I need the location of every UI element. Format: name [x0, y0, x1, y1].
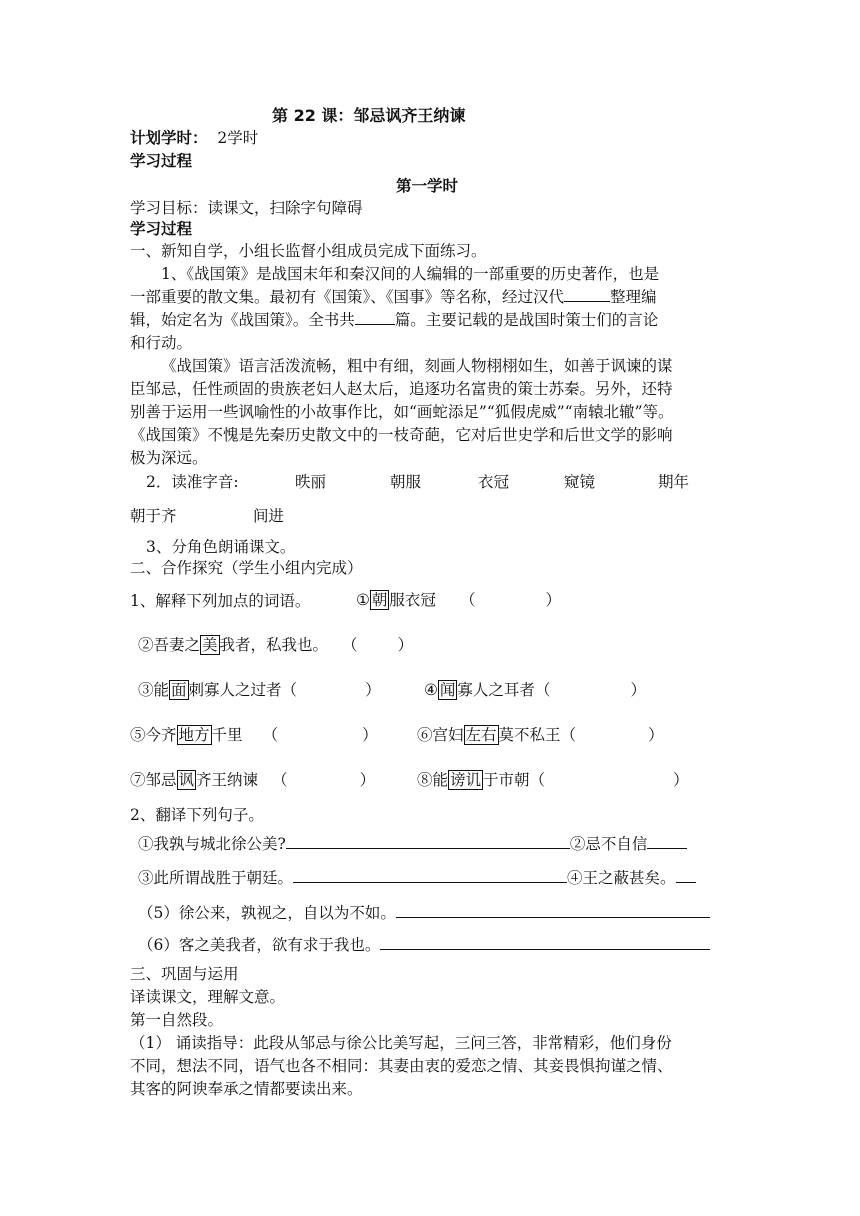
pronunciation-word: 衣冠 — [478, 473, 510, 491]
reading-guide-line: （1） 诵读指导：此段从邹忌与徐公比美写起，三问三答，非常精彩，他们身份 — [130, 1034, 672, 1052]
pronunciation-word: 朝于齐 — [130, 507, 177, 525]
part1-para1-line: 1、《战国策》是战国末年和秦汉间的人编辑的一部重要的历史著作，也是 — [161, 265, 660, 283]
item-text: 齐王纳谏 — [196, 771, 259, 789]
pronunciation-word: 窥镜 — [564, 473, 596, 491]
process-heading: 学习过程 — [130, 152, 193, 170]
answer-paren[interactable]: （ ） — [262, 726, 378, 744]
item-prefix: ⑤今齐 — [130, 726, 177, 744]
key-word: 美 — [202, 636, 218, 654]
q2-sentence: ②忌不自信 — [569, 835, 648, 853]
reading-guide-line: 其客的阿谀奉承之情都要读出来。 — [130, 1080, 363, 1098]
plan-value: 2学时 — [217, 129, 259, 147]
item-text: 服衣冠 — [389, 591, 436, 609]
q2-item — [138, 868, 696, 888]
answer-paren[interactable]: （ ） — [272, 771, 376, 789]
key-word: 讽 — [178, 771, 195, 789]
text-segment: 篇。主要记载的是战国时策士们的言论 — [394, 311, 659, 329]
item-prefix: ④ — [424, 681, 438, 699]
part1-para2-line: 别善于运用一些讽喻性的小故事作比，如“画蛇添足”“狐假虎威”“南辕北辙”等。 — [130, 403, 674, 421]
fill-blank[interactable] — [564, 287, 610, 302]
item-text: 千里 — [211, 726, 243, 744]
q2-sentence: ③此所谓战胜于朝廷。 — [138, 869, 294, 887]
key-word: 朝 — [371, 591, 388, 609]
part2-heading: 二、合作探究（学生小组内完成） — [130, 559, 363, 577]
item-prefix: ③能 — [138, 681, 170, 699]
q1-item — [424, 680, 646, 700]
q2-sentence: （6）客之美我者，欲有求于我也。 — [138, 936, 381, 954]
item-text: 莫不私王 — [498, 726, 561, 744]
item-text: 寡人之耳者 — [457, 681, 535, 699]
text-segment: 辑，始定名为《战国策》。全书共 — [130, 311, 355, 329]
part3-line: 译读课文，理解文意。 — [130, 988, 286, 1006]
q1-item — [130, 770, 375, 790]
item-prefix: ②吾妻之 — [138, 636, 201, 654]
part1-heading: 一、新知自学，小组长监督小组成员完成下面练习。 — [130, 242, 487, 260]
q1-item — [130, 725, 378, 745]
answer-paren[interactable]: （ ） — [534, 681, 646, 699]
item-3: 3、分角色朗诵课文。 — [146, 538, 296, 556]
part1-para1-line — [130, 287, 657, 307]
q2-item — [138, 834, 687, 854]
part3-line: 第一自然段。 — [130, 1011, 224, 1029]
q2-sentence: ①我孰与城北徐公美? — [138, 835, 286, 853]
item-prefix: ⑥宫妇 — [417, 726, 464, 744]
answer-paren[interactable]: （ ） — [529, 771, 689, 789]
q2-sentence: ④王之蔽甚矣。 — [567, 869, 676, 887]
part1-para2-line: 《战国策》语言活泼流畅，粗中有细，刻画人物栩栩如生，如善于讽谏的谋 — [161, 357, 673, 375]
item-prefix: ⑧能 — [417, 771, 449, 789]
pronunciation-word: 昳丽 — [295, 473, 327, 491]
pronunciation-word: 朝服 — [390, 473, 422, 491]
part3-heading: 三、巩固与运用 — [130, 965, 239, 983]
item-prefix: ⑦邹忌 — [130, 771, 177, 789]
key-word: 面 — [171, 681, 187, 699]
answer-paren[interactable]: （ ） — [281, 681, 381, 699]
process-heading-2: 学习过程 — [130, 220, 193, 238]
item-prefix: ① — [356, 591, 370, 609]
q1-label: 1、解释下列加点的词语。 — [130, 592, 311, 610]
key-word: 闻 — [439, 681, 456, 699]
pronunciation-word: 期年 — [658, 473, 690, 491]
reading-guide-line: 不同，想法不同，语气也各不相同：其妻由衷的爱恋之情、其妾畏惧拘谨之情、 — [130, 1057, 673, 1075]
q1-item — [417, 725, 664, 745]
item-text: 我者，私我也。 — [219, 636, 329, 654]
q1-item — [417, 770, 689, 790]
text-segment: 一部重要的散文集。最初有《国策》、《国事》等名称，经过汉代 — [130, 288, 565, 306]
answer-paren[interactable]: （ ） — [560, 726, 664, 744]
part1-para1-line: 和行动。 — [130, 334, 193, 352]
answer-line[interactable] — [676, 868, 696, 883]
answer-line[interactable] — [286, 834, 570, 849]
item-text: 于市朝 — [483, 771, 530, 789]
item-text: 刺寡人之过者 — [188, 681, 282, 699]
learning-goal: 学习目标：读课文，扫除字句障碍 — [130, 199, 363, 217]
plan-label: 计划学时： — [130, 129, 208, 147]
fill-blank[interactable] — [355, 310, 395, 325]
pronunciation-label: 2．读准字音: — [146, 473, 239, 491]
key-word: 左右 — [465, 726, 497, 744]
answer-line[interactable] — [647, 834, 687, 849]
q1-item — [138, 680, 381, 700]
key-word: 地方 — [178, 726, 210, 744]
answer-line[interactable] — [396, 903, 710, 918]
plan-row — [130, 128, 258, 148]
q1-item — [138, 635, 413, 655]
part1-para2-line: 极为深远。 — [130, 449, 208, 467]
text-segment: 整理编 — [610, 288, 657, 306]
answer-line[interactable] — [293, 868, 567, 883]
answer-paren[interactable]: （ ） — [342, 636, 414, 654]
q2-item — [138, 935, 710, 955]
page-title: 第 22 课：邹忌讽齐王纳谏 — [272, 106, 466, 125]
answer-paren[interactable]: （ ） — [459, 591, 561, 609]
q2-label: 2、翻译下列句子。 — [130, 806, 264, 824]
q1-item — [356, 590, 561, 610]
part1-para2-line: 《战国策》不愧是先秦历史散文中的一枝奇葩，它对后世史学和后世文学的影响 — [130, 426, 673, 444]
answer-line[interactable] — [380, 935, 710, 950]
q2-item — [138, 903, 710, 923]
session-title: 第一学时 — [396, 177, 459, 195]
pronunciation-word: 间进 — [253, 507, 285, 525]
part1-para1-line — [130, 310, 658, 330]
key-word: 谤讥 — [450, 771, 482, 789]
q2-sentence: （5）徐公来，孰视之，自以为不如。 — [138, 904, 396, 922]
part1-para2-line: 臣邹忌，任性顽固的贵族老妇人赵太后，追逐功名富贵的策士苏秦。另外，还特 — [130, 380, 673, 398]
